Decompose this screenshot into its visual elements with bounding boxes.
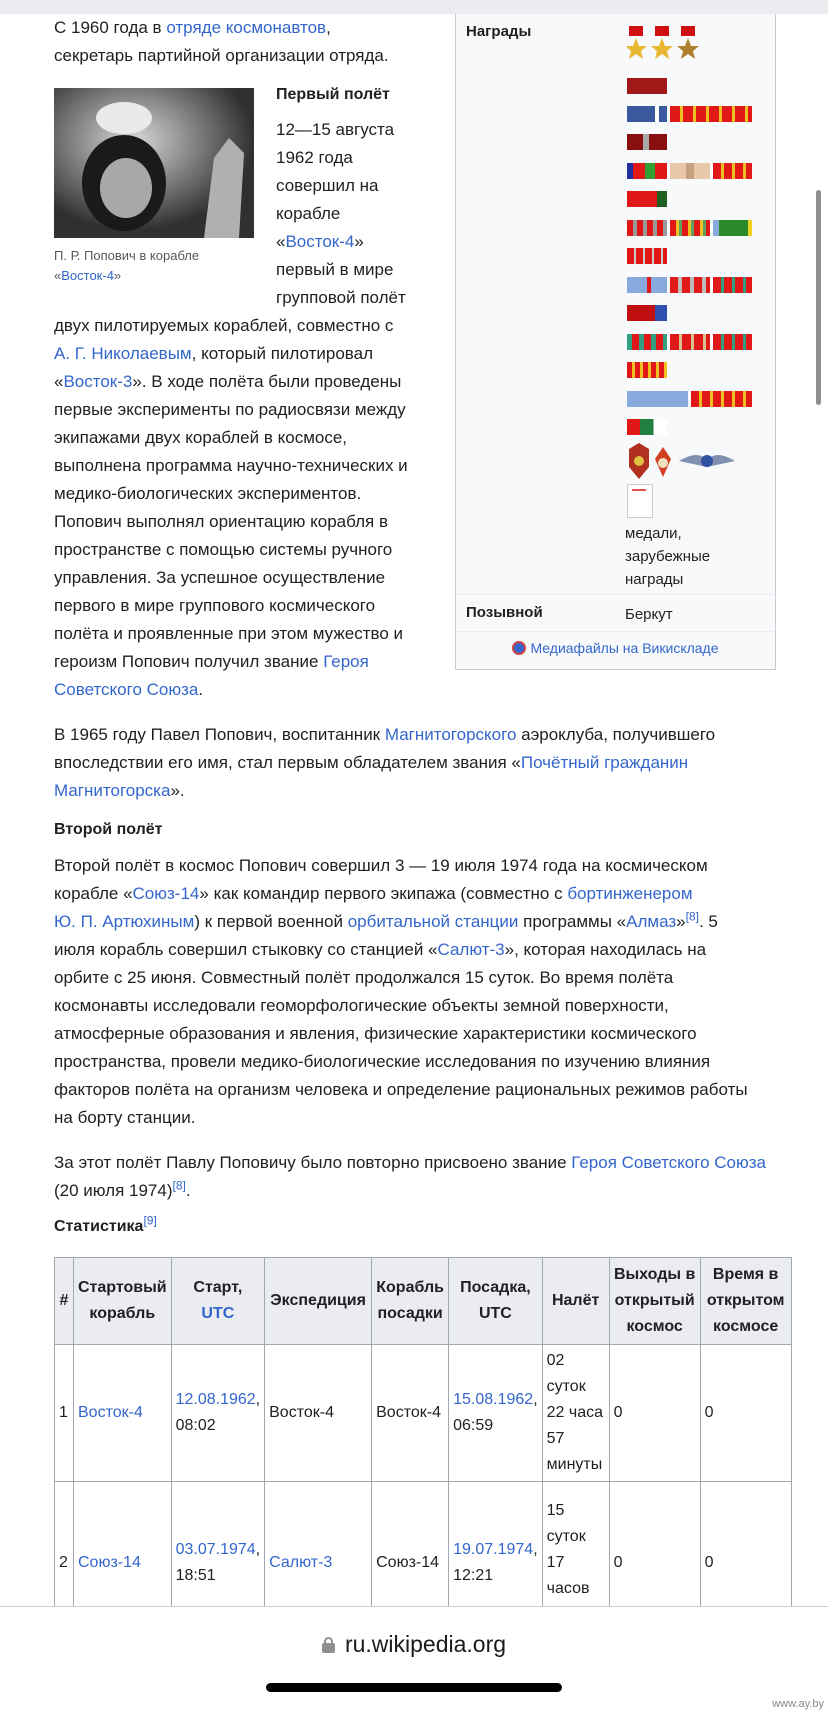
divider [456,594,775,595]
wikimedia-commons-icon [512,641,526,655]
cell-landing-ship: Союз-14 [372,1482,449,1644]
intro-line-1: С 1960 года в отряде космонавтов, [54,18,331,37]
col-expedition: Экспедиция [265,1258,372,1345]
heading-second-flight: Второй полёт [54,821,163,838]
text-line: первые эксперименты по радиосвязи между [54,400,406,419]
link-artyukhin[interactable]: Ю. П. Артюхиным [54,912,195,931]
award-ribbon[interactable] [627,78,667,94]
cell-ship [74,1345,172,1482]
table-header-row [55,1258,792,1345]
text-line: выполнена программа научно-технических и [54,456,408,475]
text-line: Ю. П. Артюхиным) к первой военной орбитальной станции программы «Алмаз»[8]. 5 [54,909,718,931]
award-ribbon[interactable] [691,391,752,407]
link-flight-engineer[interactable]: бортинженером [567,884,693,903]
cell-num: 1 [55,1345,74,1482]
cell-landing-ship: Восток-4 [372,1345,449,1482]
table-row [55,1345,792,1482]
text-line: впоследствии его имя, стал первым обладателем звания «Почётный гражданин [54,753,689,772]
infobox [455,14,776,670]
text-line: орбите с 25 июня. Совместный полёт продолжался 15 суток. Во время полёта [54,968,674,987]
cell-flight-time: 02 суток 22 часа 57 минуты [542,1345,609,1482]
link-start-date[interactable]: 12.08.1962 [175,1391,256,1408]
commons-media-link[interactable]: Медиафайлы на Викискладе [530,640,719,656]
col-flight-time: Налёт [542,1258,609,1345]
photo-caption: П. Р. Попович в корабле «Восток-4» [54,248,200,283]
award-ribbon[interactable] [627,191,667,207]
award-ribbon[interactable] [627,277,667,293]
text-line: пространстве с помощью системы ручного [54,540,393,559]
heading-statistics: Статистика[9] [54,1213,157,1235]
award-ribbon[interactable] [627,106,667,122]
heading-first-flight: Первый полёт [276,86,390,103]
callsign-value: Беркут [625,606,673,623]
text-line: первый в мире [276,260,394,279]
award-ribbon[interactable] [627,362,667,378]
statistics-table [54,1257,792,1644]
text-line: полёта и проявленные при этом мужество и [54,624,403,643]
text-line: героизм Попович получил звание Героя [54,652,369,671]
cell-eva: 0 [609,1345,700,1482]
text-line: на борту станции. [54,1108,196,1127]
award-ribbon[interactable] [670,163,710,179]
intro-line-2: секретарь партийной организации отряда. [54,46,389,65]
link-hero-ussr-2[interactable]: Героя Советского Союза [571,1153,767,1172]
award-ribbon[interactable] [713,220,752,236]
col-landing: Посадка, UTC [449,1258,543,1345]
col-num: # [55,1258,74,1345]
text-line: пространства, провели медико-биологические исследования по изучению влияния [54,1052,711,1071]
col-launch-ship: Стартовый корабль [74,1258,172,1345]
hero-stars[interactable] [627,26,707,71]
ref-8-2[interactable]: [8] [172,1178,186,1193]
text-line: 1962 года [276,148,353,167]
browser-top-edge [0,0,828,14]
award-ribbon[interactable] [713,277,752,293]
award-ribbon[interactable] [670,277,710,293]
text-line: «Восток-3». В ходе полёта были проведены [54,372,402,391]
link-vostok-4[interactable]: Восток-4 [285,232,355,251]
link-vostok-4-table[interactable]: Восток-4 [78,1404,143,1421]
award-ribbon[interactable] [670,220,710,236]
link-hero-ussr[interactable]: Героя [323,652,369,671]
text-line: совершил на [276,176,379,195]
link-orbital-station[interactable]: орбитальной станции [347,912,519,931]
text-line: Советского Союза. [54,680,204,699]
award-ribbon[interactable] [627,419,667,435]
text-line: июля корабль совершил стыковку со станцией «Салют-3», которая находилась на [54,940,707,959]
lock-icon [322,1637,335,1653]
text-line: Магнитогорска». [54,781,185,800]
link-vostok-3[interactable]: Восток-3 [63,372,133,391]
cell-eva: 0 [609,1482,700,1644]
ref-8[interactable]: [8] [685,909,699,924]
award-ribbon[interactable] [713,163,752,179]
link-utc[interactable]: UTC [201,1305,235,1322]
link-honorary-citizen-cont[interactable]: Магнитогорска [54,781,171,800]
text-line: космонавты исследовали геоморфологические объекты земной поверхности, [54,996,669,1015]
col-eva-time: Время в открытом космосе [700,1258,791,1345]
link-almaz[interactable]: Алмаз [626,912,677,931]
text-line: «Восток-4» [276,232,364,251]
popovich-photo[interactable] [54,88,254,238]
text-line: 12—15 августа [276,120,395,139]
link-magnitogorsk-aeroclub[interactable]: Магнитогорского [384,725,517,744]
award-ribbon[interactable] [627,220,667,236]
link-honorary-citizen[interactable]: Почётный гражданин [520,753,689,772]
award-badges[interactable] [627,443,739,486]
text-line: медико-биологических экспериментов. [54,484,362,503]
col-eva: Выходы в открытый космос [609,1258,700,1345]
text-line: (20 июля 1974)[8]. [54,1178,191,1200]
browser-address-bar[interactable] [0,1606,828,1712]
text-line: А. Г. Николаевым, который пилотировал [54,344,374,363]
award-ribbon[interactable] [627,134,667,150]
text-line: первого в мире группового космического [54,596,376,615]
scrollbar-thumb[interactable] [816,190,821,405]
text-line: За этот полёт Павлу Поповичу было повторно присвоено звание Героя Советского Союза [54,1153,767,1172]
link-start-date[interactable]: 03.07.1974 [175,1540,256,1558]
cell-num: 2 [55,1482,74,1644]
callsign-label: Позывной [466,604,543,621]
text-line: экипажами двух кораблей в космосе, [54,428,348,447]
col-start: Старт, UTC [171,1258,265,1345]
watermark: www.ay.by [772,1698,824,1710]
cell-eva-time: 0 [700,1345,791,1482]
home-indicator[interactable] [266,1683,562,1692]
cell-landing: 19.07.1974, 12:21 [449,1482,543,1644]
ref-9[interactable]: [9] [143,1213,157,1228]
link-salyut-3[interactable]: Салют-3 [437,940,505,959]
text-line: групповой полёт [276,288,406,307]
link-vostok-4-caption[interactable]: Восток-4 [61,268,114,283]
awards-note: медали, зарубежные награды [625,525,711,588]
medal-document-icon[interactable] [627,484,653,518]
award-ribbon[interactable] [627,163,667,179]
award-ribbon[interactable] [627,248,667,264]
award-ribbon[interactable] [670,334,710,350]
url-display[interactable]: ru.wikipedia.org [0,1631,828,1658]
text-line: корабле «Союз-14» как командир первого экипажа (совместно с бортинженером [54,884,693,903]
award-ribbon[interactable] [627,334,667,350]
text-line: факторов полёта на организм человека и определение рациональных режимов работы [54,1080,748,1099]
cell-landing: 15.08.1962, 06:59 [449,1345,543,1482]
text-line: управления. За успешное осуществление [54,568,386,587]
text-line: двух пилотируемых кораблей, совместно с [54,316,394,335]
text-line: Попович выполнял ориентацию корабля в [54,512,388,531]
col-landing-ship: Корабль посадки [372,1258,449,1345]
award-ribbon[interactable] [627,305,667,321]
cell-start: 03.07.1974, 18:51 [171,1482,265,1644]
text-line: корабле [276,204,341,223]
link-landing-date[interactable]: 19.07.1974 [453,1540,534,1558]
cell-start: 12.08.1962, 08:02 [171,1345,265,1482]
link-hero-ussr-cont[interactable]: Советского Союза [54,680,199,699]
cell-expedition: Восток-4 [265,1345,372,1482]
link-soyuz-14[interactable]: Союз-14 [132,884,200,903]
divider [456,631,775,632]
link-soyuz-14-table[interactable]: Союз-14 [78,1553,141,1571]
award-ribbon[interactable] [713,334,752,350]
link-cosmonaut-squad[interactable]: отряде космонавтов [166,18,327,37]
link-nikolaev[interactable]: А. Г. Николаевым [54,344,192,363]
cell-eva-time: 0 [700,1482,791,1644]
text-line: В 1965 году Павел Попович, воспитанник Магнитогорского аэроклуба, получившего [54,725,716,744]
text-line: атмосферные образования и явления, физические характеристики космического [54,1024,697,1043]
link-salyut-3-table[interactable]: Салют-3 [269,1553,333,1571]
award-ribbon[interactable] [670,106,752,122]
link-landing-date[interactable]: 15.08.1962 [453,1391,534,1408]
text-line: Второй полёт в космос Попович совершил 3 — 19 июля 1974 года на космическом [54,856,708,875]
awards-label: Награды [466,23,532,40]
cell-flight-time: 15 суток 17 часов [542,1482,609,1644]
commons-link-row[interactable] [456,640,775,656]
award-ribbon[interactable] [627,391,688,407]
